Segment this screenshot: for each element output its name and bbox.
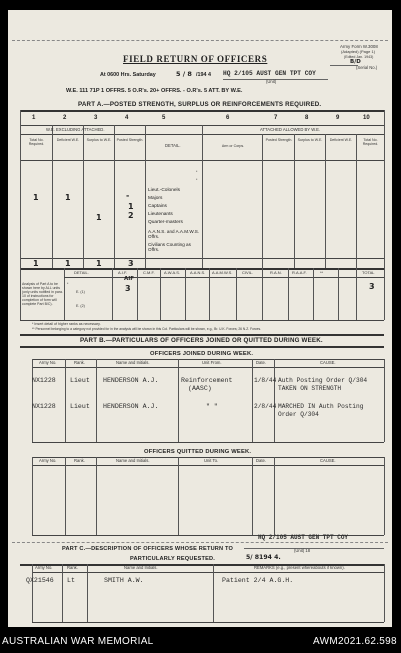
part-a-rule xyxy=(20,110,384,112)
col4-value: 2 xyxy=(128,211,134,220)
grid-line xyxy=(96,457,97,535)
analysis-aif-count: 3 xyxy=(125,284,131,293)
part-a-title: PART A.—POSTED STRENGTH, SURPLUS OR REINFORCEMENTS REQUIRED. xyxy=(78,101,322,108)
unit-from-sub: (AASC) xyxy=(188,385,212,392)
unit-from: Reinforcement xyxy=(181,377,233,384)
col1-value: 1 xyxy=(33,193,39,202)
joined-date: 2/8/44 xyxy=(254,403,277,410)
joined-title: OFFICERS JOINED DURING WEEK. xyxy=(150,351,254,357)
part-b-title: PART B.—PARTICULARS OF OFFICERS JOINED OR QUITTED DURING WEEK. xyxy=(80,337,323,344)
part-b-rule xyxy=(20,346,384,348)
grid-line xyxy=(112,268,113,320)
officer-name: HENDERSON A.J. xyxy=(103,403,159,410)
grid-line xyxy=(87,564,88,622)
joined-header: Unit From. xyxy=(202,360,222,365)
army-number: NX1228 xyxy=(32,377,56,384)
analysis-header: R.A.A.F. xyxy=(292,270,307,275)
asterisk-mark: * xyxy=(196,178,198,182)
grid-line xyxy=(178,359,179,442)
grid-line xyxy=(178,457,179,535)
grid-line xyxy=(52,125,53,268)
col-number: 5 xyxy=(162,115,166,121)
part-c-title: PART C.—DESCRIPTION OF OFFICERS WHOSE RETURN TO xyxy=(62,546,234,552)
perforation-line xyxy=(12,542,388,543)
cause-sub: TAKEN ON STRENGTH xyxy=(278,385,342,392)
category-label: Quarter-masters xyxy=(148,220,183,225)
grid-line xyxy=(185,268,186,320)
analysis-header: ** xyxy=(320,270,324,275)
grid-line xyxy=(313,268,314,320)
grid-line xyxy=(274,359,275,442)
we-excluding-label: W.E. EXCLUDING ATTACHED. xyxy=(46,127,105,132)
unit-stamp: HQ 2/105 AUST GEN TPT COY xyxy=(223,70,316,77)
analysis-header: R.A.N. xyxy=(270,270,282,275)
grid-line xyxy=(32,457,33,535)
grid-line xyxy=(20,110,21,320)
analysis-header: CIVIL. xyxy=(242,270,254,275)
army-number: NX1228 xyxy=(32,403,56,410)
adapted-label: (Adapted) (Page 1) xyxy=(341,49,376,54)
joined-header: Rank. xyxy=(74,360,85,365)
edition-label: (Edited Jan. 1943) xyxy=(344,55,374,59)
col-label: Surplus to W.E. xyxy=(86,138,112,142)
quitted-header: CAUSE. xyxy=(320,458,336,463)
quitted-header: Name and Initials. xyxy=(116,458,150,463)
col-number: 9 xyxy=(336,115,340,121)
part-c-header: REMARKS (e.g., present whereabouts if known). xyxy=(254,565,345,570)
army-form-label: Army Form W.3008 xyxy=(340,44,378,49)
attached-allowed-label: ATTACHED ALLOWED BY W.E. xyxy=(260,127,321,132)
grid-line xyxy=(65,359,66,442)
grid-line xyxy=(262,134,263,268)
part-c-header: Army No. xyxy=(35,565,53,570)
analysis-note: Analysis of Part A to be shown here by ALL units (only units notified in para. 10 of instructions for completion of form will complete Part B/C). xyxy=(22,282,63,307)
quitted-header: Rank. xyxy=(74,458,85,463)
grid-line xyxy=(114,125,115,268)
unit-caption: (Unit) xyxy=(266,79,277,84)
asterisk-mark: * xyxy=(196,170,198,174)
grid-line xyxy=(160,268,161,320)
grid-line xyxy=(236,268,237,320)
analysis-row-marker: E. (2) xyxy=(76,304,85,308)
analysis-header: A.A.N.S. xyxy=(190,270,206,275)
part-c-header: Rank. xyxy=(67,565,78,570)
cause: MARCHED IN Auth Posting xyxy=(278,403,364,410)
grid-line xyxy=(145,125,146,268)
joined-header: Army No. xyxy=(39,360,57,365)
quitted-header: Army No. xyxy=(39,458,57,463)
analysis-aif: AIF xyxy=(124,276,135,282)
form-sheet xyxy=(8,10,392,627)
quitted-title: OFFICERS QUITTED DURING WEEK. xyxy=(144,449,252,455)
col-number: 7 xyxy=(274,115,278,121)
analysis-header: A.A.M.W.S. xyxy=(212,270,233,275)
grid-line xyxy=(384,359,385,442)
col2-value: 1 xyxy=(65,193,71,202)
category-label: Captains xyxy=(148,204,167,209)
category-label: Lieutenants xyxy=(148,212,173,217)
col-number: 3 xyxy=(94,115,98,121)
analysis-row-marker: E. (1) xyxy=(76,290,85,294)
col-label: Total No. Required. xyxy=(28,138,45,147)
col-number: 1 xyxy=(32,115,36,121)
army-number: QX21546 xyxy=(26,577,54,584)
part-b-rule-top xyxy=(20,334,384,336)
footnote-2: ** Personnel belonging to a category not provided for in the analysis will be shown in this Col. Particulars will be shown, e.g., Br. U.K. Forces; 26 N.Z. Forces. xyxy=(32,327,262,331)
rank: Lt xyxy=(67,577,75,584)
col4-value: - xyxy=(126,191,130,200)
grid-line xyxy=(384,110,385,320)
category-label: Majors xyxy=(148,196,163,201)
remarks: Patient 2/4 A.G.H. xyxy=(222,577,294,584)
grid-line xyxy=(356,268,357,320)
col-label: Deficient W.E. xyxy=(329,138,353,142)
analysis-header: DETAIL. xyxy=(74,270,89,275)
footer-left: AUSTRALIAN WAR MEMORIAL xyxy=(2,636,154,647)
col-number: 10 xyxy=(363,115,370,121)
grid-line xyxy=(65,457,66,535)
form-title: FIELD RETURN OF OFFICERS xyxy=(123,54,268,64)
col2-value: 1 xyxy=(65,259,71,268)
we-line: W.E. 111 71P 1 OFFRS. 5 O.R's. 20+ OFFRS. - O.R's. 5 ATT. BY W.E. xyxy=(66,88,243,94)
footer-right: AWM2021.62.598 xyxy=(313,636,397,647)
category-label: A.A.N.S. and A.A.M.W.S. Offrs. xyxy=(148,229,200,240)
grid-line xyxy=(32,564,33,622)
col3-value: 1 xyxy=(96,213,102,222)
col3-value: 1 xyxy=(96,259,102,268)
grid-line xyxy=(384,564,385,622)
officer-name: HENDERSON A.J. xyxy=(103,377,159,384)
joined-header: Name and Initials. xyxy=(116,360,150,365)
grid-line xyxy=(294,134,295,268)
grid-line xyxy=(137,268,138,320)
date-handwritten: 5 / 8 xyxy=(176,70,192,78)
col-label: Arm or Corps. xyxy=(221,144,245,148)
part-c-header: Name and Initials. xyxy=(124,565,158,570)
grid-line xyxy=(20,320,384,321)
joined-date: 1/8/44 xyxy=(254,377,277,384)
grid-line xyxy=(209,268,210,320)
col-number: 6 xyxy=(226,115,230,121)
quitted-header: Date. xyxy=(256,458,267,463)
grid-line xyxy=(32,442,384,443)
cause: Auth Posting Order Q/304 xyxy=(278,377,368,384)
grid-line xyxy=(384,457,385,535)
part-c-date: 5/ 8194 4. xyxy=(246,554,281,561)
part-c-title-2: PARTICULARLY REQUESTED. xyxy=(130,556,215,562)
grid-line xyxy=(96,359,97,442)
col-number: 8 xyxy=(305,115,309,121)
col-label: Deficient W.E. xyxy=(56,138,80,142)
grid-line xyxy=(274,457,275,535)
detail-label: DETAIL. xyxy=(165,143,181,148)
category-label: Civilians Counting as Offrs. xyxy=(148,242,191,253)
grid-line xyxy=(262,268,263,320)
grid-line xyxy=(252,359,253,442)
officer-name: SMITH A.W. xyxy=(104,577,144,584)
year-label: /194 4 xyxy=(196,72,211,78)
col-label: Posted Strength. xyxy=(265,138,293,142)
grid-line xyxy=(32,572,384,573)
analysis-row-marker: * xyxy=(67,282,69,286)
grid-line xyxy=(64,268,65,320)
grid-line xyxy=(32,465,384,466)
part-c-unit-caption: (Unit) 18 xyxy=(294,548,311,553)
analysis-header: A.I.F. xyxy=(118,270,128,275)
grid-line xyxy=(202,125,203,268)
analysis-header: TOTAL xyxy=(362,270,375,275)
cause-sub: Order Q/304 xyxy=(278,411,319,418)
analysis-total: 3 xyxy=(369,282,375,291)
col-label: Posted Strength. xyxy=(116,138,144,142)
col4-value: 1 xyxy=(128,202,134,211)
time-line-prefix: At 0600 Hrs. Saturday xyxy=(100,72,156,78)
grid-line xyxy=(32,622,384,623)
grid-line xyxy=(356,134,357,268)
serial-no-label: (Serial No.) xyxy=(356,65,378,70)
joined-header: CAUSE. xyxy=(320,360,336,365)
rank: Lieut xyxy=(70,377,90,384)
footnote-1: * Insert detail of higher ranks as necessary. xyxy=(32,322,101,326)
perforation-line xyxy=(12,40,388,41)
grid-line xyxy=(213,564,214,622)
part-c-unit-stamp: HQ 2/105 AUST GEN TPT COY xyxy=(258,534,349,541)
joined-header: Date. xyxy=(256,360,267,365)
rank: Lieut xyxy=(70,403,90,410)
grid-line xyxy=(32,367,384,368)
col1-value: 1 xyxy=(33,259,39,268)
grid-line xyxy=(338,268,339,320)
col-number: 2 xyxy=(63,115,67,121)
analysis-header: C.M.F. xyxy=(143,270,155,275)
grid-line xyxy=(83,125,84,268)
quitted-header: Unit To. xyxy=(204,458,219,463)
col-number: 4 xyxy=(125,115,129,121)
grid-line xyxy=(62,564,63,622)
grid-line xyxy=(32,359,33,442)
unit-from: " " xyxy=(206,403,218,410)
serial-stamp: B/D xyxy=(350,59,361,65)
col4-value: 3 xyxy=(128,259,134,268)
grid-line xyxy=(288,268,289,320)
grid-line xyxy=(252,457,253,535)
analysis-header: A.W.A.S. xyxy=(164,270,181,275)
category-label: Lieut.-Colonels xyxy=(148,188,180,193)
col-label: Surplus to W.E. xyxy=(297,138,323,142)
part-c-unit-underline xyxy=(244,548,384,549)
col-label: Total No. Required. xyxy=(362,138,379,147)
grid-line xyxy=(325,134,326,268)
serial-underline xyxy=(330,65,358,66)
